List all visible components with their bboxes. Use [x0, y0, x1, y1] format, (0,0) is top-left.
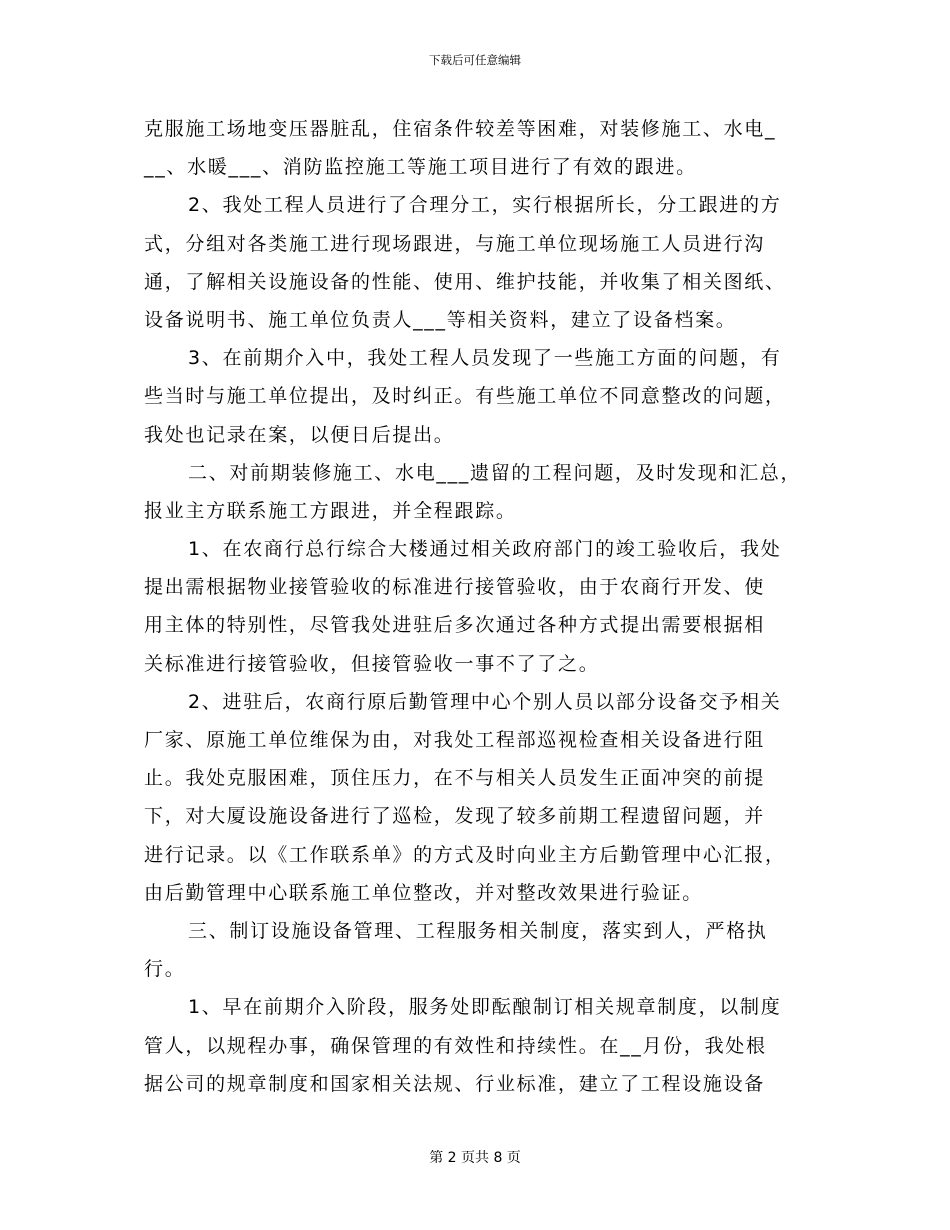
text-line: __、水暖___、消防监控施工等施工项目进行了有效的跟进。: [144, 156, 697, 179]
page-footer: 第 2 页共 8 页: [429, 1150, 521, 1166]
text-line: 1、在农商行总行综合大楼通过相关政府部门的竣工验收后，我处: [188, 538, 782, 561]
text-line: 行。: [144, 958, 186, 981]
text-line: 式，分组对各类施工进行现场跟进，与施工单位现场施工人员进行沟: [144, 232, 766, 255]
text-line: 提出需根据物业接管验收的标准进行接管验收，由于农商行开发、使: [144, 576, 766, 599]
text-line: 止。我处克服困难，顶住压力，在不与相关人员发生正面冲突的前提: [144, 767, 766, 790]
text-line: 2、我处工程人员进行了合理分工，实行根据所长，分工跟进的方: [188, 194, 782, 217]
text-line: 据公司的规章制度和国家相关法规、行业标准，建立了工程设施设备: [144, 1072, 766, 1095]
page-header: 下载后可任意编辑: [429, 53, 521, 67]
text-line: 三、制订设施设备管理、工程服务相关制度，落实到人，严格执: [188, 919, 768, 942]
text-line: 二、对前期装修施工、水电___遗留的工程问题，及时发现和汇总，: [188, 461, 802, 484]
document-body: [144, 110, 812, 1103]
text-line: 3、在前期介入中，我处工程人员发现了一些施工方面的问题，有: [188, 347, 782, 370]
text-line: 报业主方联系施工方跟进，并全程跟踪。: [144, 499, 517, 522]
text-line: 1、早在前期介入阶段，服务处即酝酿制订相关规章制度，以制度: [188, 996, 782, 1019]
text-line: 关标准进行接管验收，但接管验收一事不了了之。: [144, 652, 600, 675]
text-line: 由后勤管理中心联系施工单位整改，并对整改效果进行验证。: [144, 881, 703, 904]
text-line: 厂家、原施工单位维保为由，对我处工程部巡视检查相关设备进行阻: [144, 729, 766, 751]
text-line: 下，对大厦设施设备进行了巡检，发现了较多前期工程遗留问题，并: [144, 805, 766, 828]
text-line: 我处也记录在案，以便日后提出。: [144, 423, 455, 446]
text-line: 通，了解相关设施设备的性能、使用、维护技能，并收集了相关图纸、: [144, 270, 786, 293]
text-line: 管人，以规程办事，确保管理的有效性和持续性。在__月份，我处根: [144, 1034, 767, 1057]
text-line: 用主体的特别性，尽管我处进驻后多次通过各种方式提出需要根据相: [144, 614, 766, 637]
text-line: 进行记录。以《工作联系单》的方式及时向业主方后勤管理中心汇报，: [144, 843, 786, 866]
text-line: 些当时与施工单位提出，及时纠正。有些施工单位不同意整改的问题，: [144, 385, 786, 408]
text-line: 2、进驻后，农商行原后勤管理中心个别人员以部分设备交予相关: [188, 690, 782, 713]
text-line: 克服施工场地变压器脏乱，住宿条件较差等困难，对装修施工、水电_: [144, 118, 777, 140]
text-line: 设备说明书、施工单位负责人___等相关资料，建立了设备档案。: [144, 308, 737, 331]
